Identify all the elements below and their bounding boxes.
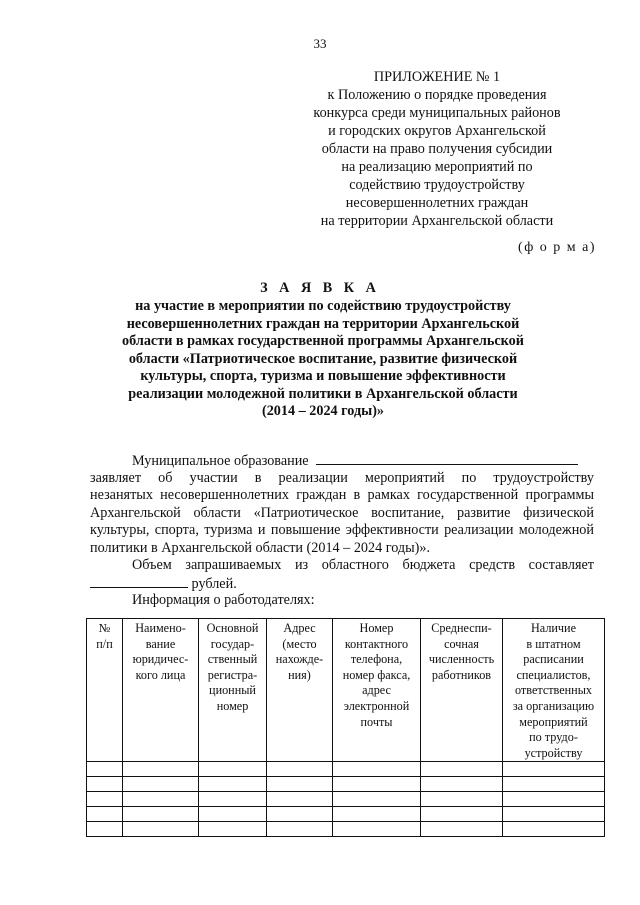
municipality-label: Муниципальное образование xyxy=(132,453,309,469)
appendix-line: конкурса среди муниципальных районов xyxy=(313,105,561,121)
table-cell[interactable] xyxy=(333,822,421,837)
column-header xyxy=(267,619,333,762)
column-header-line: в штатном xyxy=(526,636,581,651)
appendix-line: содействию трудоустройству xyxy=(349,177,525,193)
column-header xyxy=(87,619,123,762)
column-header-line: регистра- xyxy=(207,667,258,682)
table-cell[interactable] xyxy=(123,777,199,792)
column-header-line: работников xyxy=(431,667,492,682)
table-cell[interactable] xyxy=(333,762,421,777)
table-cell[interactable] xyxy=(333,792,421,807)
subject-line: (2014 – 2024 годы)» xyxy=(261,403,385,419)
column-header-line: ответственных xyxy=(515,683,592,698)
subject-line: области в рамках государственной программы Архангельской xyxy=(122,333,524,349)
table-cell[interactable] xyxy=(503,792,605,807)
employers-info-label: Информация о работодателях: xyxy=(132,592,315,608)
column-header-line: ния) xyxy=(288,667,311,682)
column-header-line: мероприятий xyxy=(519,714,588,729)
column-header-line: ционный xyxy=(209,683,256,698)
table-cell[interactable] xyxy=(87,777,123,792)
subject-line: области «Патриотическое воспитание, развитие физической xyxy=(128,350,518,367)
column-header-line: численность xyxy=(428,652,495,667)
column-header xyxy=(123,619,199,762)
subject-line: культуры, спорта, туризма и повышение эффективности xyxy=(140,368,506,384)
table-cell[interactable] xyxy=(267,792,333,807)
table-cell[interactable] xyxy=(267,807,333,822)
column-header-line: вание xyxy=(145,636,176,651)
paragraph-line: незанятых несовершеннолетних граждан в рамках государственной программы xyxy=(90,487,594,503)
funds-line: Объем запрашиваемых из областного бюджета средств составляет xyxy=(132,557,594,573)
paragraph-line: культуры, спорта, туризма и повышение эффективности реализации молодежной xyxy=(90,522,594,538)
column-header xyxy=(199,619,267,762)
subject-line: несовершеннолетних граждан на территории Архангельской xyxy=(126,315,520,332)
table-cell[interactable] xyxy=(503,762,605,777)
appendix-line: к Положению о порядке проведения xyxy=(327,87,547,103)
table-cell[interactable] xyxy=(123,762,199,777)
column-header-line: по трудо- xyxy=(529,730,578,745)
table-row xyxy=(87,807,605,822)
paragraph-line: заявляет об участии в реализации мероприятий по трудоустройству xyxy=(90,469,594,486)
employers-table xyxy=(86,618,605,837)
table-row xyxy=(87,762,605,777)
table-cell[interactable] xyxy=(199,807,267,822)
appendix-block xyxy=(296,68,578,230)
document-title: З А Я В К А xyxy=(260,280,380,296)
table-cell[interactable] xyxy=(267,762,333,777)
table-cell[interactable] xyxy=(267,822,333,837)
table-cell[interactable] xyxy=(333,807,421,822)
table-cell[interactable] xyxy=(421,762,503,777)
column-header-line: ственный xyxy=(207,652,258,667)
appendix-line: области на право получения субсидии xyxy=(321,141,553,157)
table-cell[interactable] xyxy=(87,807,123,822)
column-header xyxy=(503,619,605,762)
paragraph-line: Архангельской области «Патриотическое воспитание, развитие физической xyxy=(90,504,594,521)
funds-suffix: рублей. xyxy=(191,575,237,592)
appendix-title: ПРИЛОЖЕНИЕ № 1 xyxy=(373,69,501,85)
table-cell[interactable] xyxy=(123,792,199,807)
column-header-line: адрес xyxy=(362,683,391,698)
table-cell[interactable] xyxy=(199,762,267,777)
table-cell[interactable] xyxy=(199,777,267,792)
column-header-line: электронной xyxy=(343,698,410,713)
column-header-line: специалистов, xyxy=(516,667,591,682)
column-header-line: контактного xyxy=(344,636,409,651)
column-header-line: юридичес- xyxy=(132,652,189,667)
column-header-line: почты xyxy=(360,714,393,729)
table-row xyxy=(87,777,605,792)
appendix-line: несовершеннолетних граждан xyxy=(345,195,529,211)
column-header-line: за организацию xyxy=(512,698,595,713)
municipality-blank-field[interactable] xyxy=(316,452,578,465)
table-cell[interactable] xyxy=(421,822,503,837)
column-header xyxy=(421,619,503,762)
table-cell[interactable] xyxy=(87,792,123,807)
column-header-line: Номер xyxy=(359,621,394,635)
subject-line: на участие в мероприятии по содействию трудоустройству xyxy=(135,298,511,314)
table-cell[interactable] xyxy=(199,792,267,807)
column-header-line: расписании xyxy=(523,652,584,667)
column-header-line: сочная xyxy=(444,636,479,651)
table-cell[interactable] xyxy=(333,777,421,792)
column-header-line: устройству xyxy=(524,745,583,760)
funds-amount-blank-field[interactable] xyxy=(90,575,188,588)
table-cell[interactable] xyxy=(267,777,333,792)
column-header-line: Среднеспи- xyxy=(431,621,492,635)
column-header-line: номер факса, xyxy=(342,667,411,682)
column-header-line: Наимено- xyxy=(135,621,186,635)
table-cell[interactable] xyxy=(421,777,503,792)
column-header xyxy=(333,619,421,762)
table-cell[interactable] xyxy=(87,822,123,837)
column-header-line: п/п xyxy=(96,636,113,651)
column-header-line: Наличие xyxy=(531,621,576,635)
table-header-row xyxy=(87,619,605,762)
table-cell[interactable] xyxy=(123,822,199,837)
table-cell[interactable] xyxy=(199,822,267,837)
paragraph-line: политики в Архангельской области (2014 – 2024 годы)». xyxy=(90,539,431,556)
subject-line: реализации молодежной политики в Архангельской области xyxy=(128,385,518,402)
column-header-line: № xyxy=(98,621,111,635)
table-row xyxy=(87,792,605,807)
appendix-line: и городских округов Архангельской xyxy=(328,123,546,139)
municipality-line xyxy=(90,452,594,470)
appendix-line: на территории Архангельской области xyxy=(320,213,554,229)
column-header-line: кого лица xyxy=(135,667,186,682)
table-cell[interactable] xyxy=(503,807,605,822)
column-header-line: (место xyxy=(282,636,317,651)
column-header-line: Адрес xyxy=(283,621,316,635)
appendix-line: на реализацию мероприятий по xyxy=(341,159,533,175)
column-header-line: номер xyxy=(216,698,249,713)
column-header-line: нахожде- xyxy=(275,652,324,667)
page-number: 33 xyxy=(313,36,327,51)
table-cell[interactable] xyxy=(503,822,605,837)
column-header-line: Основной xyxy=(206,621,259,635)
table-cell[interactable] xyxy=(503,777,605,792)
document-subject xyxy=(100,298,546,421)
table-cell[interactable] xyxy=(123,807,199,822)
column-header-line: государ- xyxy=(210,636,255,651)
table-cell[interactable] xyxy=(87,762,123,777)
body-text xyxy=(90,452,594,610)
funds-amount-line xyxy=(90,575,594,593)
table-row xyxy=(87,822,605,837)
form-note: (ф о р м а) xyxy=(518,240,596,255)
column-header-line: телефона, xyxy=(350,652,403,667)
table-cell[interactable] xyxy=(421,807,503,822)
table-cell[interactable] xyxy=(421,792,503,807)
